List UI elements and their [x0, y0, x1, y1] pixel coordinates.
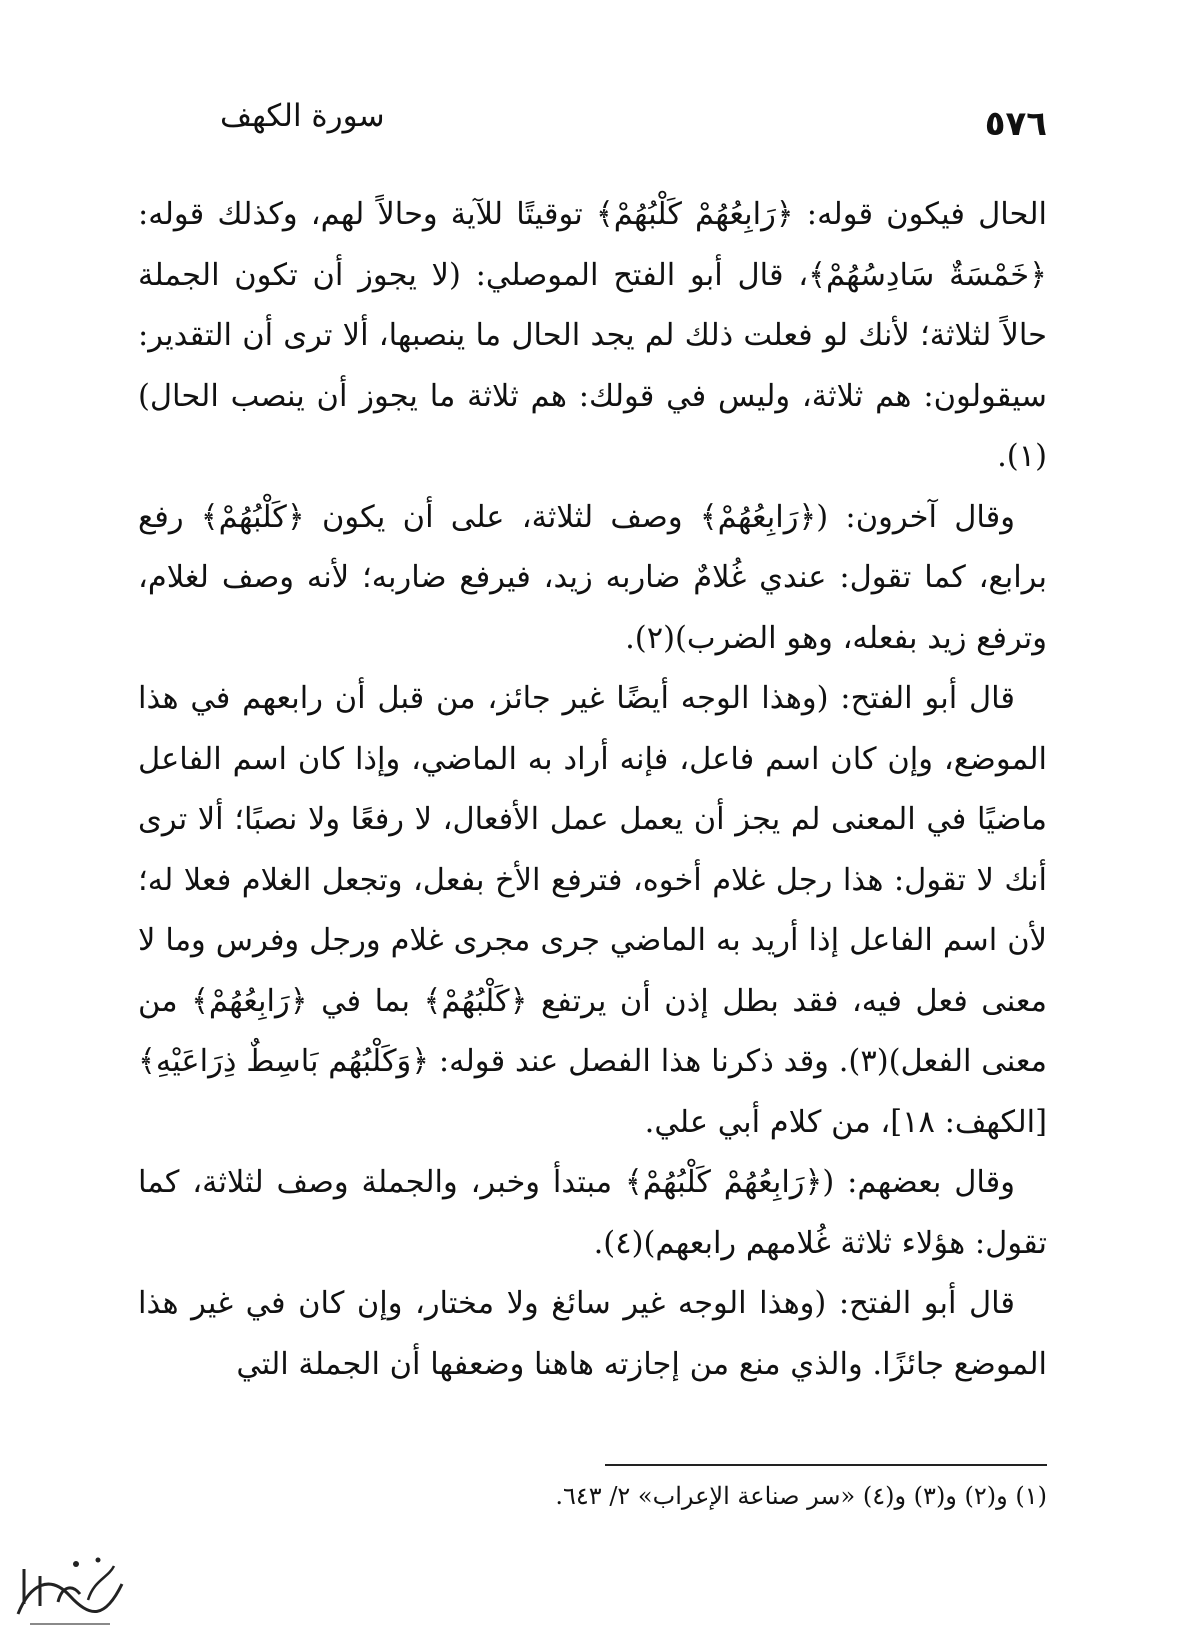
paragraph: وقال بعضهم: (﴿رَابِعُهُمْ كَلْبُهُمْ﴾ مبتدأ وخبر، والجملة وصف لثلاثة، كما تقول: هؤلاء ثلاثة غُلامهم رابعهم)(٤).	[138, 1165, 1047, 1261]
paragraph: قال أبو الفتح: (وهذا الوجه أيضًا غير جائز، من قبل أن رابعهم في هذا الموضع، وإن كان اسم فاعل، فإنه أراد به الماضي، وإذا كان اسم الفاعل ماضيًا في المعنى لم يجز أن يعمل عمل الأفعال، لا رفعًا ولا نصبًا؛ ألا ترى أنك لا تقول: هذا رجل غلام أخوه، فترفع الأخ بفعل، وتجعل الغلام فعلا له؛ لأن اسم الفاعل إذا أريد به الماضي جرى مجرى غلام ورجل وفرس وما لا معنى فعل فيه، فقد بطل إذن أن يرتفع ﴿كَلْبُهُمْ﴾ بما في ﴿رَابِعُهُمْ﴾ من معنى الفعل)(٣). وقد ذكرنا هذا الفصل عند قوله: ﴿وَكَلْبُهُم بَاسِطٌ ذِرَاعَيْهِ﴾ [الكهف: ١٨]، من كلام أبي علي.	[138, 681, 1047, 1140]
footnote: (١) و(٢) و(٣) و(٤) «سر صناعة الإعراب» ٢/ ٦٤٣.	[555, 1482, 1047, 1510]
page-number: ٥٧٦	[984, 104, 1047, 144]
paragraph: الحال فيكون قوله: ﴿رَابِعُهُمْ كَلْبُهُمْ﴾ توقيتًا للآية وحالاً لهم، وكذلك قوله: ﴿خَمْسَةٌ سَادِسُهُمْ﴾، قال أبو الفتح الموصلي: (لا يجوز أن تكون الجملة حالاً لثلاثة؛ لأنك لو فعلت ذلك لم يجد الحال ما ينصبها، ألا ترى أن التقدير: سيقولون: هم ثلاثة، وليس في قولك: هم ثلاثة ما يجوز أن ينصب الحال)(١).	[138, 197, 1047, 474]
running-title: سورة الكهف	[220, 98, 385, 134]
paragraph: وقال آخرون: (﴿رَابِعُهُمْ﴾ وصف لثلاثة، على أن يكون ﴿كَلْبُهُمْ﴾ رفع برابع، كما تقول: عندي غُلامٌ ضاربه زيد، فيرفع ضاربه؛ لأنه وصف لغلام، وترفع زيد بفعله، وهو الضرب)(٢).	[138, 499, 1047, 656]
footnote-divider	[605, 1464, 1047, 1466]
publisher-seal-logo	[10, 1544, 130, 1636]
paragraph: قال أبو الفتح: (وهذا الوجه غير سائغ ولا مختار، وإن كان في غير هذا الموضع جائزًا. والذي منع من إجازته هاهنا وضعفها أن الجملة التي	[138, 1286, 1047, 1382]
main-text	[138, 185, 1047, 1395]
page-header	[135, 98, 1047, 158]
